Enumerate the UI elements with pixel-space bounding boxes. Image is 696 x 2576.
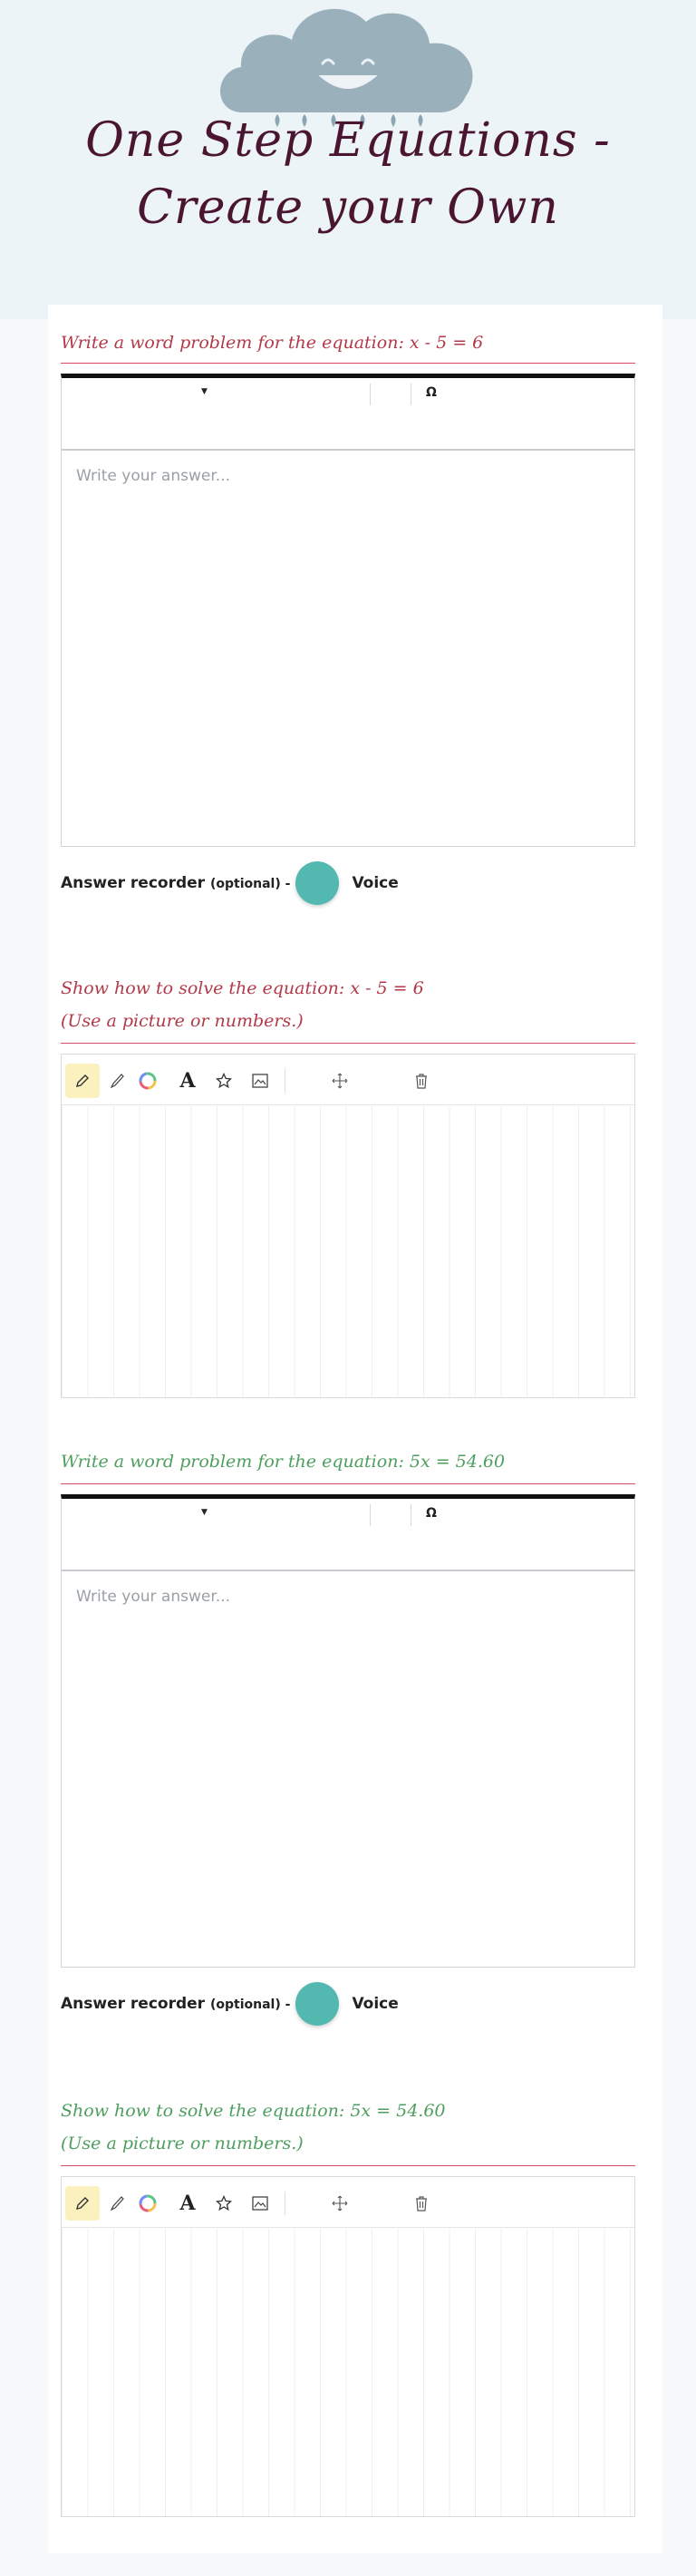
divider (61, 2165, 635, 2166)
toolbar-separator (370, 384, 371, 405)
record-voice-button[interactable] (295, 1982, 339, 2026)
recorder-label (61, 1995, 290, 2013)
voice-label: Voice (352, 874, 399, 892)
special-characters-button[interactable]: Ω (426, 385, 437, 400)
question-2-prompt (61, 972, 635, 1037)
answer-textarea[interactable]: Write your answer... (76, 1588, 230, 1606)
pencil-icon[interactable] (65, 2186, 100, 2221)
drawing-area[interactable] (62, 1106, 634, 1397)
prompt-line-1: Show how to solve the equation: 5x = 54.60 (61, 2101, 446, 2121)
drawing-canvas-2[interactable] (61, 2176, 635, 2517)
recorder-optional: (optional) - (209, 877, 291, 891)
pencil-icon[interactable] (65, 1064, 100, 1098)
page-header (0, 0, 696, 319)
prompt-line-1: Show how to solve the equation: x - 5 = 6 (61, 978, 424, 998)
answer-editor-1[interactable] (61, 374, 635, 847)
recorder-label-text: Answer recorder (61, 874, 206, 892)
answer-editor-2[interactable] (61, 1494, 635, 1968)
prompt-line-2: (Use a picture or numbers.) (61, 1011, 304, 1031)
title-line-2: Create your Own (137, 180, 559, 235)
editor-toolbar (62, 1499, 634, 1571)
text-icon[interactable]: A (179, 2192, 196, 2215)
caret-down-icon: ▼ (201, 387, 208, 396)
color-wheel-icon[interactable] (130, 1064, 165, 1098)
record-voice-button[interactable] (295, 861, 339, 905)
special-characters-button[interactable]: Ω (426, 1506, 437, 1521)
voice-label: Voice (352, 1995, 399, 2013)
move-icon[interactable] (323, 2186, 357, 2221)
answer-recorder-1 (61, 861, 399, 905)
title-line-1: One Step Equations - (85, 113, 611, 168)
format-select[interactable] (62, 1499, 370, 1526)
text-icon[interactable]: A (179, 1069, 196, 1093)
toolbar-separator (370, 1504, 371, 1526)
prompt-line-2: (Use a picture or numbers.) (61, 2134, 304, 2153)
divider (61, 363, 635, 364)
editor-toolbar (62, 378, 634, 451)
brush-icon[interactable] (100, 2186, 134, 2221)
drawing-area[interactable] (62, 2229, 634, 2516)
star-icon[interactable] (207, 1064, 241, 1098)
drawing-canvas-1[interactable] (61, 1054, 635, 1398)
answer-textarea[interactable]: Write your answer... (76, 467, 230, 485)
question-1-prompt: Write a word problem for the equation: x - 5 = 6 (61, 333, 484, 353)
recorder-label-text: Answer recorder (61, 1995, 206, 2013)
image-icon[interactable] (243, 2186, 277, 2221)
format-select[interactable] (62, 378, 370, 405)
trash-icon[interactable] (404, 1064, 439, 1098)
page-title (0, 107, 696, 241)
answer-recorder-2 (61, 1982, 399, 2026)
caret-down-icon: ▼ (201, 1508, 208, 1517)
drawing-toolbar (62, 1055, 634, 1105)
move-icon[interactable] (323, 1064, 357, 1098)
color-wheel-icon[interactable] (130, 2186, 165, 2221)
recorder-label (61, 874, 290, 892)
image-icon[interactable] (243, 1064, 277, 1098)
question-3-prompt: Write a word problem for the equation: 5x = 54.60 (61, 1452, 506, 1472)
recorder-optional: (optional) - (209, 1998, 291, 2012)
question-4-prompt (61, 2095, 635, 2160)
divider (61, 1043, 635, 1044)
divider (61, 1483, 635, 1484)
brush-icon[interactable] (100, 1064, 134, 1098)
drawing-toolbar (62, 2177, 634, 2228)
star-icon[interactable] (207, 2186, 241, 2221)
trash-icon[interactable] (404, 2186, 439, 2221)
